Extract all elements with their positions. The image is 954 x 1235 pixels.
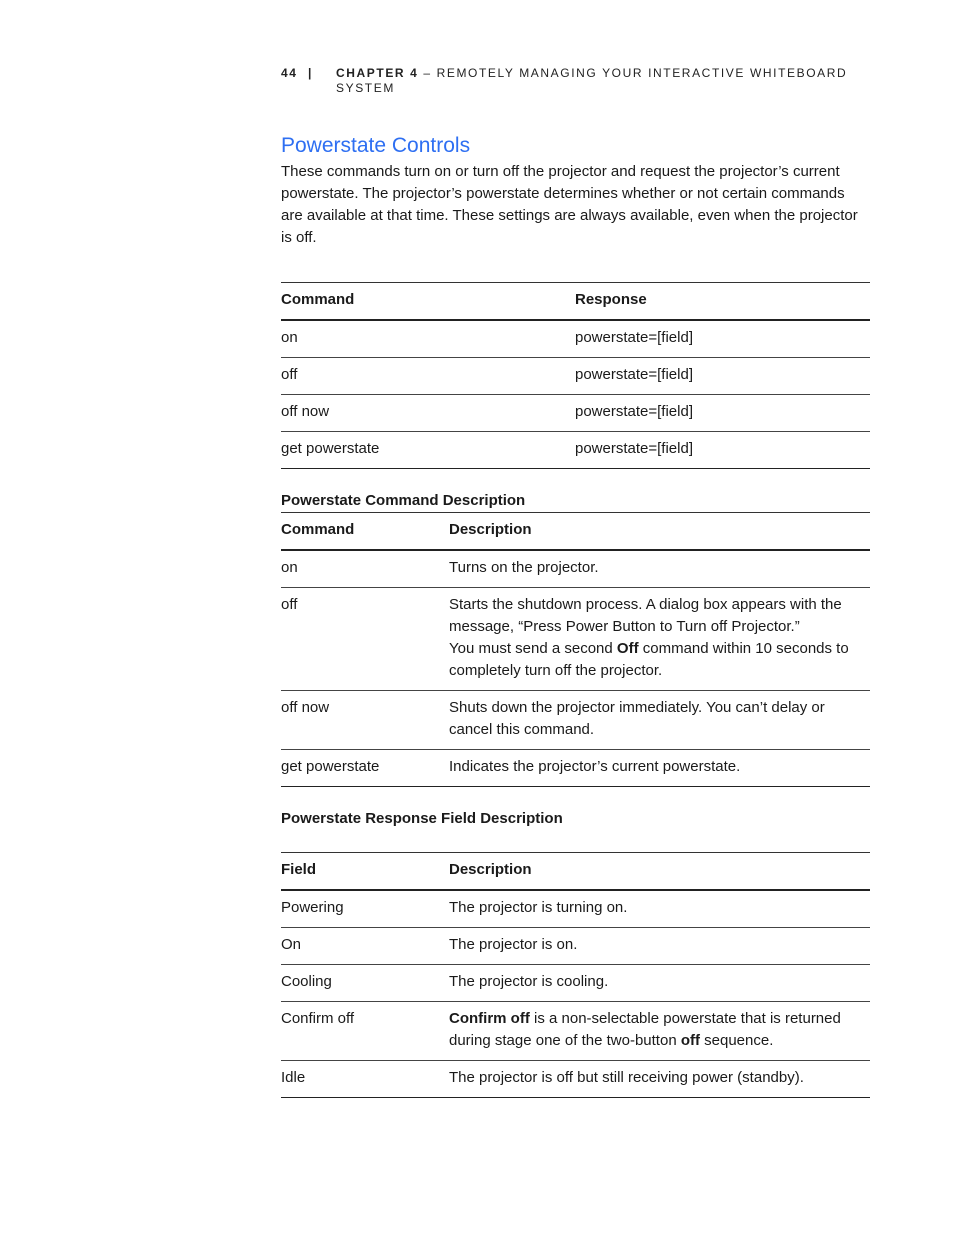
table-caption-command-description: Powerstate Command Description <box>281 492 526 509</box>
field-cell: On <box>281 936 302 953</box>
field-cell: Idle <box>281 1069 306 1086</box>
command-cell: on <box>281 329 298 346</box>
description-bold: off <box>680 1032 700 1049</box>
column-header-command: Command <box>281 291 355 308</box>
response-cell: powerstate=[field] <box>575 329 693 346</box>
table-row <box>281 965 870 1002</box>
column-header-field: Field <box>281 861 317 878</box>
command-cell: off now <box>281 699 330 716</box>
table-header-row <box>281 513 870 551</box>
main-content <box>281 133 870 1098</box>
chapter-label: CHAPTER 4 <box>336 66 419 80</box>
command-cell: off now <box>281 403 330 420</box>
table-row <box>281 358 870 395</box>
description-bold: Off <box>616 640 639 657</box>
response-cell: powerstate=[field] <box>575 366 693 383</box>
command-description-table <box>281 512 870 787</box>
table-row <box>281 928 870 965</box>
response-cell: powerstate=[field] <box>575 440 693 457</box>
command-cell: get powerstate <box>281 758 380 775</box>
description-text: sequence. <box>699 1032 774 1049</box>
chapter-title-line1: REMOTELY MANAGING YOUR INTERACTIVE WHITEBOARD <box>436 66 848 80</box>
command-cell: get powerstate <box>281 440 380 457</box>
description-line <box>449 638 870 682</box>
description-cell: Turns on the projector. <box>449 559 599 576</box>
command-cell: off <box>281 366 298 383</box>
field-cell: Cooling <box>281 973 332 990</box>
table-row <box>281 588 870 691</box>
column-header-description: Description <box>449 861 532 878</box>
field-cell: Confirm off <box>281 1010 355 1027</box>
command-cell: on <box>281 559 298 576</box>
table-row <box>281 432 870 469</box>
table-row <box>281 395 870 432</box>
chapter-title <box>336 66 876 96</box>
chapter-title-line2: SYSTEM <box>336 81 395 95</box>
table-row <box>281 550 870 588</box>
command-response-table <box>281 282 870 469</box>
field-cell: Powering <box>281 899 344 916</box>
response-field-table <box>281 852 870 1098</box>
column-header-command: Command <box>281 521 355 538</box>
description-line: Starts the shutdown process. A dialog box appears with the message, “Press Power Button to Turn off Projector.” <box>449 596 842 635</box>
description-bold: Confirm off <box>449 1010 530 1027</box>
table-row <box>281 1061 870 1098</box>
description-cell <box>449 588 870 691</box>
description-text: You must send a second <box>449 640 617 657</box>
description-cell: The projector is turning on. <box>449 899 628 916</box>
column-header-description: Description <box>449 521 532 538</box>
table-row <box>281 750 870 787</box>
table-row <box>281 890 870 928</box>
description-cell: The projector is on. <box>449 936 578 953</box>
description-cell: The projector is cooling. <box>449 973 609 990</box>
description-cell: Shuts down the projector immediately. You can’t delay or cancel this command. <box>449 699 825 738</box>
intro-paragraph: These commands turn on or turn off the projector and request the projector’s current powerstate. The projector’s powerstate determines whether or not certain commands are available at that time. These settings are always available, even when the projector is off. <box>281 163 858 246</box>
description-cell <box>449 1002 870 1061</box>
description-cell: The projector is off but still receiving power (standby). <box>449 1069 804 1086</box>
column-header-response: Response <box>575 291 647 308</box>
table-header-row <box>281 283 870 321</box>
response-cell: powerstate=[field] <box>575 403 693 420</box>
page-number: 44 <box>281 66 298 80</box>
section-title: Powerstate Controls <box>281 134 471 157</box>
table-caption-response-field: Powerstate Response Field Description <box>281 810 563 827</box>
header-separator: | <box>308 66 313 80</box>
command-cell: off <box>281 596 298 613</box>
description-cell: Indicates the projector’s current powerstate. <box>449 758 741 775</box>
table-row <box>281 320 870 358</box>
description-text: command within 10 seconds to completely turn off the projector. <box>449 640 849 679</box>
table-header-row <box>281 853 870 891</box>
description-text: is a non-selectable powerstate that is returned during stage one of the two-button <box>449 1010 841 1049</box>
table-row <box>281 691 870 750</box>
table-row <box>281 1002 870 1061</box>
chapter-dash: – <box>418 66 437 80</box>
